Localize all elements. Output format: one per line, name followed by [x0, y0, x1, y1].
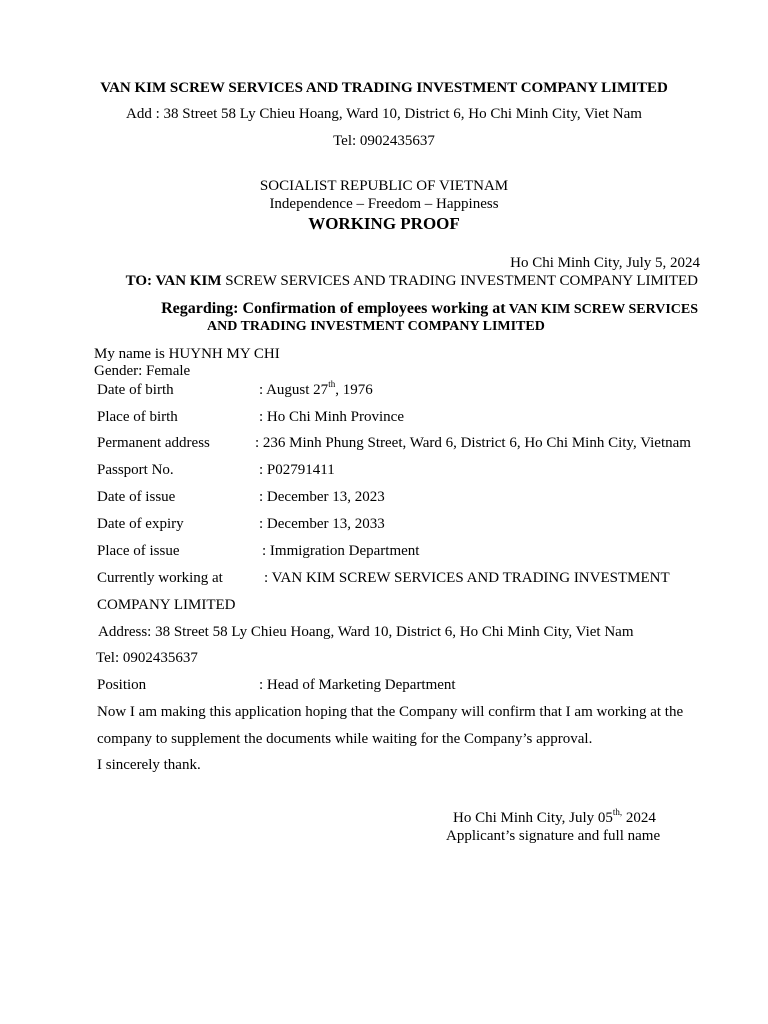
workplace-value: : VAN KIM SCREW SERVICES AND TRADING INVESTMENT	[264, 570, 670, 586]
position-value: : Head of Marketing Department	[259, 677, 456, 693]
recipient-line	[126, 274, 698, 289]
work-tel: Tel: 0902435637	[96, 650, 198, 666]
permanent-address-value: : 236 Minh Phung Street, Ward 6, District 6, Ho Chi Minh City, Vietnam	[255, 435, 691, 451]
dob-label: Date of birth	[97, 382, 174, 398]
passport-label: Passport No.	[97, 462, 174, 478]
date-line: Ho Chi Minh City, July 5, 2024	[510, 255, 700, 271]
workplace-value-cont: COMPANY LIMITED	[97, 597, 236, 613]
position-label: Position	[97, 677, 147, 693]
place-of-issue-value: : Immigration Department	[262, 543, 420, 559]
pob-value: : Ho Chi Minh Province	[259, 409, 404, 425]
regarding-line-1	[161, 301, 698, 317]
issue-date-label: Date of issue	[97, 489, 176, 505]
body-line-2: company to supplement the documents while waiting for the Company’s approval.	[97, 731, 593, 747]
expiry-date-label: Date of expiry	[97, 516, 184, 532]
body-line-1: Now I am making this application hoping that the Company will confirm that I am working at the	[97, 704, 684, 720]
applicant-name: My name is HUYNH MY CHI	[94, 346, 280, 362]
company-name: VAN KIM SCREW SERVICES AND TRADING INVESTMENT COMPANY LIMITED	[100, 80, 668, 96]
issue-date-value: : December 13, 2023	[259, 489, 385, 505]
expiry-date-value: : December 13, 2033	[259, 516, 385, 532]
recipient-rest: SCREW SERVICES AND TRADING INVESTMENT COMPANY LIMITED	[221, 273, 698, 289]
company-tel: Tel: 0902435637	[333, 133, 435, 149]
regarding-company-2: AND TRADING INVESTMENT COMPANY LIMITED	[207, 319, 545, 334]
company-address: Add : 38 Street 58 Ly Chieu Hoang, Ward 10, District 6, Ho Chi Minh City, Viet Nam	[126, 106, 642, 122]
workplace-label: Currently working at	[97, 570, 223, 586]
pob-label: Place of birth	[97, 409, 178, 425]
dob-ordinal: th	[328, 379, 336, 389]
signature-date-ordinal: th,	[612, 807, 623, 817]
document-title: WORKING PROOF	[308, 214, 460, 233]
applicant-gender: Gender: Female	[94, 363, 191, 379]
country-name: SOCIALIST REPUBLIC OF VIETNAM	[259, 178, 509, 194]
regarding-prefix: Regarding: Confirmation of employees working at	[161, 300, 506, 317]
national-motto: Independence – Freedom – Happiness	[269, 196, 499, 212]
permanent-address-label: Permanent address	[97, 435, 210, 451]
passport-value: : P02791411	[259, 462, 335, 478]
signature-caption: Applicant’s signature and full name	[446, 828, 661, 844]
signature-date: Ho Chi Minh City, July $05^{th,}$ 2024	[453, 807, 656, 826]
place-of-issue-label: Place of issue	[97, 543, 180, 559]
dob-value: : August 27th, 1976	[259, 379, 373, 398]
work-address: Address: 38 Street 58 Ly Chieu Hoang, Ward 10, District 6, Ho Chi Minh City, Viet Nam	[98, 624, 634, 640]
closing-thanks: I sincerely thank.	[97, 757, 201, 773]
regarding-company-1: VAN KIM SCREW SERVICES	[505, 302, 698, 317]
recipient-prefix: TO: VAN KIM	[125, 273, 222, 289]
